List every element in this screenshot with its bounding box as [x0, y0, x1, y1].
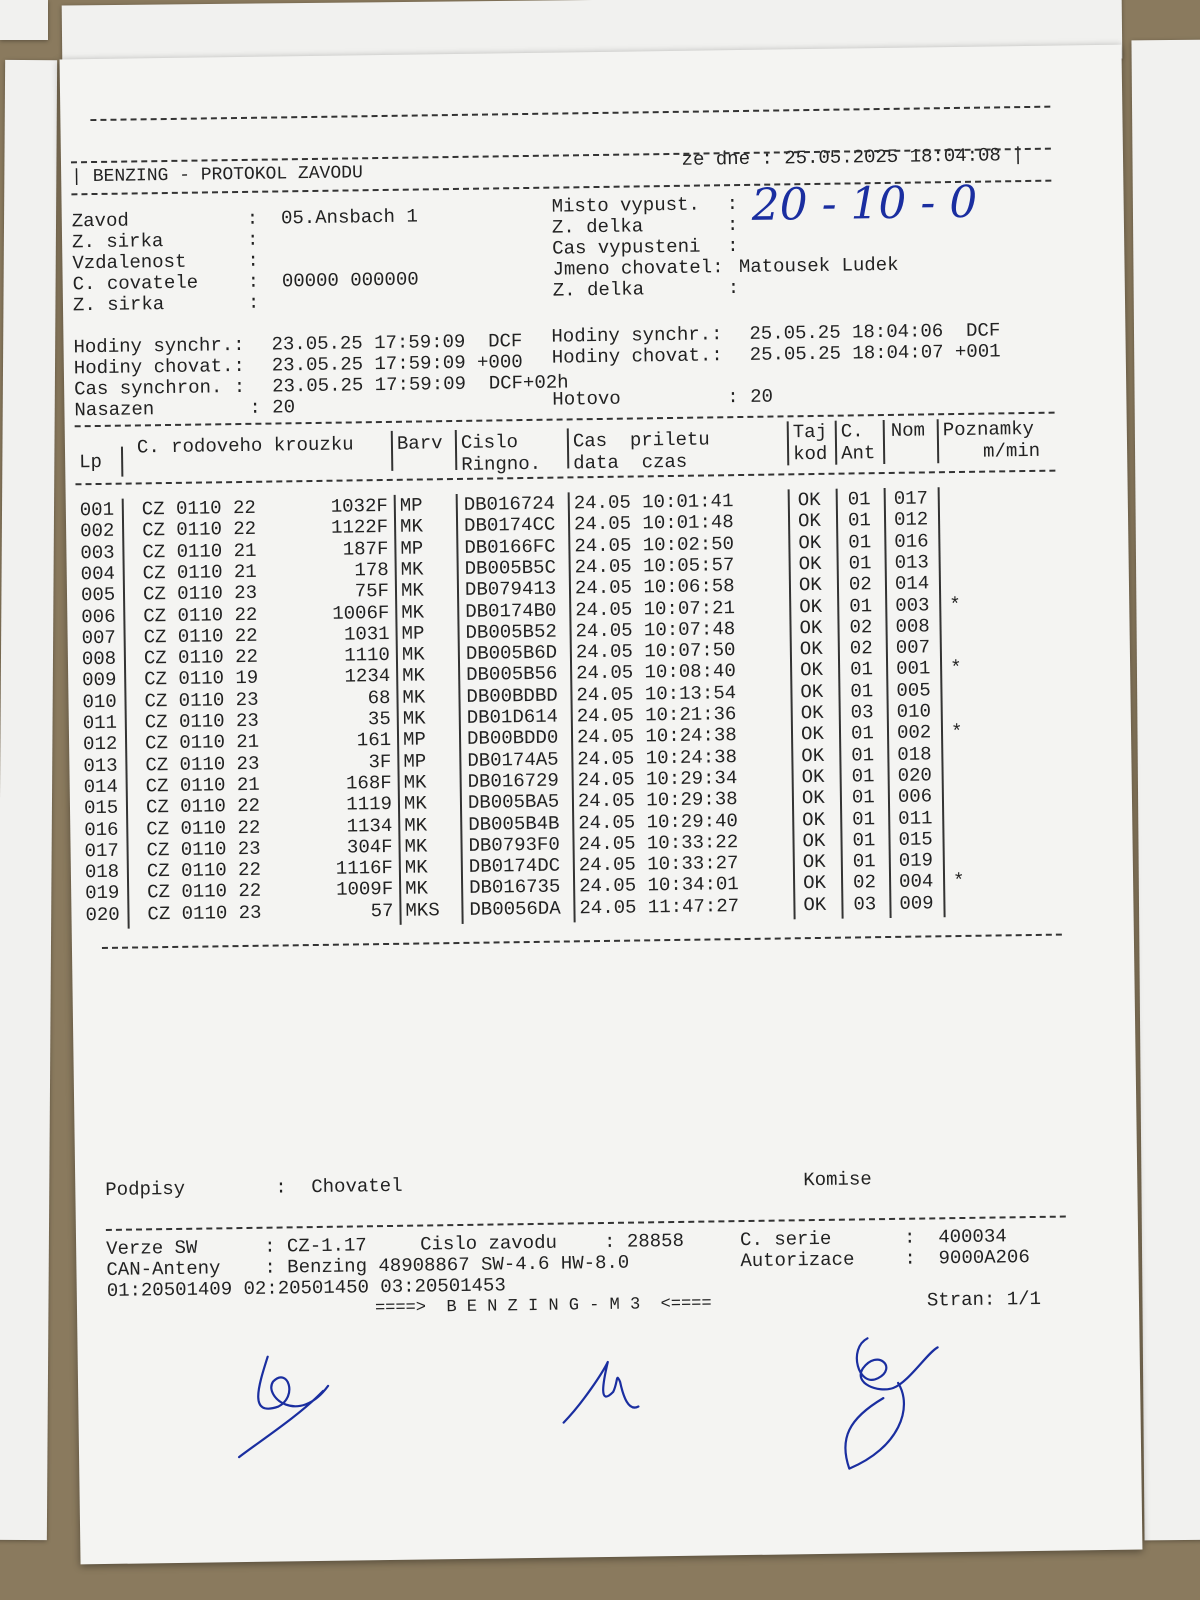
background-paper-left — [0, 60, 57, 1540]
table-cell-cas: 24.05 10:02:50 — [574, 532, 735, 557]
table-cell-ring-number: 75F — [354, 580, 390, 603]
table-cell-ring: CZ 0110 22 — [143, 603, 258, 627]
table-cell-taj: OK — [803, 893, 827, 916]
table-cell-ring: CZ 0110 19 — [144, 667, 259, 691]
col-header-cas-data: data czas — [573, 450, 688, 475]
race-protocol-sheet — [60, 45, 1143, 1565]
signature-chovatel-label: Chovatel — [311, 1174, 403, 1199]
clock-label: Hodiny chovat.: — [551, 344, 723, 369]
table-cell-barv: MK — [400, 558, 424, 581]
table-cell-ant: 01 — [851, 765, 875, 788]
signatures-colon: : — [275, 1176, 287, 1199]
table-cell-cas: 24.05 10:29:38 — [577, 788, 738, 813]
column-divider — [391, 431, 394, 471]
table-cell-lp: 009 — [82, 669, 117, 692]
column-divider — [883, 420, 886, 464]
table-cell-cas: 24.05 10:29:34 — [577, 766, 738, 792]
table-cell-cislo: DB0793F0 — [468, 833, 560, 857]
col-header-taj-kod: kod — [792, 442, 828, 466]
table-cell-ring-number: 68 — [367, 686, 391, 709]
table-cell-ring-number: 168F — [345, 771, 392, 795]
table-cell-lp: 018 — [84, 860, 120, 884]
table-cell-ant: 01 — [848, 552, 872, 575]
table-cell-cislo: DB016735 — [469, 875, 561, 900]
info-label: Zavod — [71, 209, 129, 233]
info-label: Z. delka — [551, 215, 644, 239]
info-left-row: C. covatele : 00000 000000 — [72, 268, 419, 296]
info-label: Cas vypusteni — [552, 235, 701, 260]
table-cell-ring: CZ 0110 21 — [142, 560, 257, 585]
table-cell-lp: 010 — [82, 690, 117, 713]
info-label: Vzdalenost — [72, 250, 187, 275]
table-cell-ring: CZ 0110 23 — [146, 837, 261, 862]
table-cell-nom: 014 — [894, 572, 930, 596]
table-cell-cislo: DB00BDD0 — [466, 726, 559, 751]
table-cell-lp: 013 — [83, 754, 118, 777]
table-cell-cas: 24.05 10:05:57 — [574, 554, 735, 579]
table-cell-poznamky: * — [950, 721, 963, 744]
col-header-taj: Taj — [792, 420, 828, 444]
col-header-cislo: Cislo — [460, 431, 519, 454]
table-cell-nom: 003 — [895, 593, 930, 617]
table-cell-ring: CZ 0110 21 — [142, 539, 257, 563]
table-cell-poznamky: * — [952, 870, 965, 893]
table-cell-nom: 005 — [896, 679, 931, 702]
table-cell-cas: 24.05 10:33:22 — [578, 830, 739, 856]
table-cell-taj: OK — [799, 659, 824, 682]
info-left-row: Z. sirka : — [71, 228, 282, 254]
info-right-row: Z. delka : — [551, 213, 750, 239]
table-cell-ant: 01 — [852, 807, 876, 830]
table-cell-ring-number: 57 — [370, 899, 394, 922]
col-header-cant: C. — [840, 420, 864, 443]
table-cell-ring: CZ 0110 21 — [144, 731, 260, 755]
table-cell-cislo: DB016729 — [467, 769, 560, 793]
footer-cislo-value: : 28858 — [603, 1229, 685, 1253]
table-cell-ant: 01 — [849, 658, 874, 681]
table-cell-barv: MK — [402, 686, 426, 709]
info-label: Jmeno chovatel: — [552, 256, 724, 281]
clock-value: 25.05.25 18:04:06 — [749, 320, 944, 345]
col-header-cant-ant: Ant — [840, 442, 876, 465]
table-cell-ant: 01 — [851, 743, 875, 767]
clock-suffix: +000 — [476, 351, 523, 374]
info-left-row: Zavod : 05.Ansbach 1 — [71, 205, 418, 233]
table-cell-ant: 01 — [850, 722, 875, 745]
table-cell-barv: MK — [402, 707, 426, 730]
table-cell-taj: OK — [799, 616, 823, 640]
col-header-lp: Lp — [79, 450, 103, 474]
col-header-cas: Cas priletu — [572, 428, 710, 453]
table-cell-barv: MK — [400, 579, 424, 602]
table-cell-ring-number: 1134 — [346, 814, 393, 838]
header-date-value: 25.05.2025 18:04:08 — [784, 144, 1002, 170]
table-cell-ring: CZ 0110 23 — [145, 752, 260, 776]
table-cell-barv: MP — [400, 537, 424, 560]
info-label: Misto vypust. — [551, 193, 701, 218]
table-cell-ring: CZ 0110 22 — [143, 645, 259, 670]
table-cell-ring: CZ 0110 21 — [145, 773, 260, 798]
table-cell-cislo: DB016724 — [463, 492, 556, 516]
table-cell-barv: MP — [402, 728, 427, 752]
clock-row: Hotovo : 20 — [552, 385, 774, 411]
table-cell-nom: 013 — [894, 551, 930, 574]
table-cell-nom: 016 — [894, 529, 929, 553]
table-cell-lp: 020 — [85, 903, 120, 926]
table-cell-taj: OK — [800, 680, 824, 703]
table-cell-lp: 008 — [81, 647, 117, 671]
table-cell-ring: CZ 0110 23 — [144, 688, 259, 713]
info-label: Z. sirka — [71, 230, 164, 254]
table-cell-lp: 003 — [80, 541, 115, 564]
table-cell-ant: 02 — [849, 637, 873, 660]
table-cell-barv: MK — [399, 515, 424, 539]
table-cell-ring: CZ 0110 22 — [141, 496, 257, 521]
table-cell-barv: MKS — [405, 898, 440, 922]
table-cell-lp: 015 — [83, 796, 119, 820]
table-cell-ring-number: 178 — [354, 558, 389, 582]
table-cell-cas: 24.05 10:13:54 — [576, 681, 737, 707]
header-date: ze dne : 25.05.2025 18:04:08 | — [636, 144, 1024, 194]
table-cell-cas: 24.05 10:01:41 — [573, 490, 734, 515]
table-cell-taj: OK — [799, 637, 823, 661]
info-right-row: Misto vypust. : — [551, 192, 750, 218]
table-cell-lp: 016 — [84, 818, 119, 841]
table-cell-taj: OK — [801, 765, 825, 789]
table-cell-cas: 24.05 10:07:48 — [575, 617, 736, 643]
table-cell-ring: CZ 0110 22 — [143, 624, 258, 649]
table-cell-cislo: DB0174DC — [468, 854, 561, 878]
info-right-row: Cas vypusteni : — [552, 234, 751, 260]
table-cell-ring-number: 1119 — [346, 793, 393, 816]
table-cell-poznamky: * — [949, 593, 961, 616]
info-value: 00000 000000 — [281, 268, 419, 293]
info-left-block — [72, 205, 543, 317]
table-cell-barv: MK — [401, 600, 425, 624]
clock-value: 23.05.25 17:59:09 — [271, 372, 467, 398]
table-cell-ant: 01 — [849, 594, 873, 618]
signature-chovatel — [228, 1345, 360, 1467]
clock-row: Nasazen : 20 — [74, 396, 296, 422]
table-cell-cislo: DB0174A5 — [467, 748, 559, 772]
footer-verze-label: Verze SW — [106, 1236, 198, 1260]
table-cell-ring-number: 187F — [342, 537, 389, 561]
table-cell-taj: OK — [801, 744, 825, 767]
table-cell-taj: OK — [798, 574, 822, 597]
table-cell-nom: 006 — [897, 785, 933, 809]
table-cell-barv: MK — [401, 643, 425, 666]
clock-suffix: DCF — [965, 319, 1001, 342]
table-cell-cas: 24.05 10:07:21 — [575, 596, 736, 621]
table-cell-taj: OK — [800, 701, 824, 725]
footer — [106, 1225, 1077, 1329]
table-cell-cas: 24.05 10:29:40 — [578, 809, 739, 834]
table-cell-nom: 001 — [895, 657, 931, 681]
table-cell-ant: 02 — [849, 615, 873, 639]
table-cell-ring-number: 161 — [356, 729, 392, 752]
col-header-poznamky: Poznamky — [942, 417, 1035, 442]
table-cell-cislo: DB0166FC — [464, 535, 556, 559]
table-cell-ring-number: 35 — [367, 707, 391, 731]
table-cell-barv: MP — [401, 622, 425, 645]
page-title: | BENZING - PROTOKOL ZAVODU — [71, 163, 363, 188]
col-header-barv: Barv — [396, 432, 443, 455]
signature-komise-1 — [558, 1351, 659, 1432]
info-right-row: Z. delka : — [552, 276, 751, 302]
table-cell-taj: OK — [797, 510, 822, 533]
info-left-row: Vzdalenost : — [72, 249, 282, 275]
table-cell-nom: 009 — [899, 892, 934, 915]
table-cell-ring: CZ 0110 22 — [146, 858, 262, 883]
table-cell-ring: CZ 0110 22 — [146, 816, 261, 840]
clock-suffix: +001 — [954, 340, 1001, 364]
table-cell-ring-number: 304F — [346, 835, 393, 859]
table-cell-taj: OK — [798, 552, 822, 576]
table-cell-lp: 014 — [83, 775, 119, 799]
background-paper-top-left — [0, 0, 48, 40]
table-cell-cas: 24.05 10:33:27 — [578, 852, 739, 877]
table-cell-cas: 24.05 11:47:27 — [579, 894, 740, 919]
table-cell-ant: 01 — [847, 509, 872, 532]
clock-label: Hodiny chovat.: — [73, 354, 246, 380]
table-cell-lp: 019 — [85, 882, 120, 905]
table-cell-cislo: DB00BDBD — [466, 684, 558, 708]
clock-label: Hotovo — [552, 387, 621, 411]
info-value: 05.Ansbach 1 — [280, 205, 418, 230]
table-cell-lp: 011 — [82, 711, 118, 735]
table-cell-ring: CZ 0110 22 — [147, 880, 262, 904]
table-body — [76, 485, 1072, 939]
table-cell-ring: CZ 0110 22 — [145, 794, 261, 819]
table-cell-ring: CZ 0110 23 — [144, 709, 259, 734]
table-cell-barv: MP — [403, 750, 427, 773]
table-cell-ant: 02 — [852, 871, 877, 894]
col-header-ringno: Ringno. — [461, 452, 542, 476]
handwritten-note: 20 - 10 - 0 — [751, 176, 978, 231]
table-cell-cislo: DB01D614 — [466, 705, 559, 729]
table-cell-ring-number: 1122F — [330, 516, 389, 540]
table-cell-nom: 002 — [896, 721, 932, 745]
signature-komise-label: Komise — [803, 1168, 872, 1192]
clock-value: 25.05.25 18:04:07 — [749, 341, 944, 366]
header-date-label: ze dne — [681, 147, 751, 171]
table-cell-cas: 24.05 10:06:58 — [574, 575, 735, 600]
table-cell-taj: OK — [802, 850, 826, 874]
footer-banner: ====> B E N Z I N G - M 3 <==== — [374, 1294, 712, 1319]
table-cell-taj: OK — [798, 531, 822, 554]
background-paper-right — [1131, 40, 1200, 1541]
table-cell-ant: 03 — [850, 701, 874, 724]
clock-row — [552, 341, 1001, 368]
table-cell-cislo: DB005BA5 — [467, 790, 560, 815]
clock-value: 23.05.25 17:59:09 — [271, 330, 466, 356]
table-cell-nom: 010 — [896, 700, 932, 723]
info-value: Matousek Ludek — [738, 253, 899, 279]
table-cell-cislo: DB005B4B — [468, 812, 560, 836]
table-cell-nom: 008 — [895, 615, 930, 638]
table-cell-ring-number: 1009F — [336, 878, 394, 902]
table-cell-ring-number: 1032F — [330, 494, 388, 518]
table-cell-ring: CZ 0110 23 — [147, 901, 262, 926]
table-cell-barv: MK — [404, 813, 428, 837]
footer-verze-value: : CZ-1.17 — [263, 1234, 367, 1258]
table-cell-barv: MK — [402, 664, 426, 688]
table-cell-lp: 006 — [81, 605, 116, 628]
table-cell-ring-number: 1116F — [335, 857, 394, 880]
table-cell-nom: 004 — [898, 870, 934, 894]
clock-label: Cas synchron. : — [73, 375, 246, 401]
signatures-label: Podpisy — [105, 1177, 186, 1201]
table-cell-nom: 015 — [898, 828, 933, 851]
table-cell-ring: CZ 0110 22 — [141, 518, 257, 542]
clock-right-block — [551, 319, 1001, 411]
footer-serie-value: : 400034 — [903, 1225, 1007, 1249]
footer-autor-label: Autorizace — [740, 1248, 855, 1273]
table-cell-cas: 24.05 10:07:50 — [575, 639, 736, 664]
table-cell-nom: 018 — [897, 742, 932, 766]
table-cell-lp: 017 — [84, 839, 119, 863]
table-cell-taj: OK — [800, 723, 825, 746]
table-cell-ant: 01 — [850, 679, 874, 703]
table-cell-cislo: DB0056DA — [469, 897, 561, 921]
column-divider — [835, 421, 838, 465]
table-cell-ring-number: 1110 — [344, 644, 391, 667]
col-header-nom: Nom — [890, 419, 926, 442]
info-left-row: Z. sirka : — [72, 291, 283, 317]
table-cell-cislo: DB0174CC — [463, 513, 556, 538]
column-divider — [567, 428, 570, 468]
table-cell-nom: 007 — [895, 636, 931, 659]
table-cell-ant: 01 — [852, 828, 876, 852]
info-label: Z. sirka — [72, 293, 165, 317]
table-cell-barv: MK — [403, 771, 427, 794]
clock-value: 20 — [272, 396, 296, 419]
table-cell-ant: 03 — [853, 892, 877, 916]
table-cell-nom: 011 — [898, 806, 933, 830]
footer-antenna-ids: 01:20501409 02:20501450 03:20501453 — [106, 1274, 506, 1302]
table-cell-barv: MK — [404, 835, 428, 858]
col-header-ring: C. rodoveho krouzku — [136, 433, 354, 459]
table-cell-cislo: DB005B6D — [465, 641, 558, 665]
footer-serie-label: C. serie — [739, 1227, 832, 1252]
table-cell-nom: 012 — [893, 508, 929, 532]
table-cell-cas: 24.05 10:08:40 — [576, 660, 736, 685]
footer-autor-value: : 9000A206 — [904, 1246, 1030, 1270]
clock-left-block — [73, 330, 569, 421]
clock-label: Nasazen — [74, 398, 155, 422]
table-cell-ant: 01 — [847, 488, 871, 511]
table-cell-ring-number: 1234 — [344, 665, 391, 688]
table-cell-ring: CZ 0110 23 — [142, 581, 258, 606]
table-cell-taj: OK — [801, 787, 825, 810]
divider — [90, 106, 1050, 121]
column-divider — [455, 430, 458, 470]
table-cell-ring-number: 3F — [368, 750, 392, 773]
table-cell-lp: 007 — [81, 626, 116, 650]
table-cell-lp: 001 — [79, 498, 115, 522]
table-cell-cas: 24.05 10:21:36 — [576, 703, 737, 728]
table-cell-nom: 020 — [897, 764, 932, 787]
table-cell-taj: OK — [802, 872, 827, 895]
table-cell-lp: 004 — [80, 562, 116, 586]
info-label: C. covatele — [72, 271, 199, 296]
table-cell-cislo: DB005B5C — [464, 556, 557, 580]
table-cell-lp: 002 — [79, 520, 115, 543]
table-cell-poznamky: * — [949, 657, 962, 680]
table-cell-cas: 24.05 10:34:01 — [578, 873, 739, 898]
table-cell-cas: 24.05 10:01:48 — [573, 511, 734, 536]
table-cell-cas: 24.05 10:24:38 — [577, 745, 738, 770]
footer-can-label: CAN-Anteny — [106, 1257, 221, 1281]
column-divider — [121, 447, 123, 477]
signature-komise-2 — [837, 1327, 959, 1479]
table-cell-ant: 01 — [848, 530, 872, 554]
table-cell-lp: 012 — [82, 733, 118, 756]
info-label: Z. delka — [552, 278, 645, 302]
col-header-mmin: m/min — [982, 439, 1041, 463]
table-cell-ant: 01 — [851, 786, 875, 809]
column-divider — [937, 419, 940, 463]
table-cell-cislo: DB005B52 — [465, 620, 557, 644]
clock-value: 20 — [749, 385, 774, 408]
table-cell-cas: 24.05 10:24:38 — [576, 724, 737, 749]
table-cell-taj: OK — [799, 595, 823, 618]
table-cell-ring-number: 1006F — [332, 601, 390, 625]
table-cell-cislo: DB079413 — [464, 577, 557, 602]
table-cell-lp: 005 — [80, 583, 116, 607]
table-cell-barv: MP — [399, 494, 423, 517]
clock-value: 23.05.25 17:59:09 — [271, 351, 466, 377]
table-cell-barv: MK — [403, 792, 427, 815]
footer-cislo-label: Cislo zavodu — [419, 1231, 558, 1256]
table-cell-cislo: DB005B56 — [466, 662, 558, 687]
table-cell-taj: OK — [797, 488, 821, 512]
clock-label: Hodiny synchr.: — [551, 323, 723, 348]
table-cell-cislo: DB0174B0 — [465, 599, 557, 623]
table-cell-ring-number: 1031 — [343, 622, 390, 646]
table-cell-nom: 019 — [898, 849, 934, 872]
table-cell-taj: OK — [802, 829, 826, 852]
table-cell-barv: MK — [405, 877, 429, 901]
column-divider — [787, 421, 790, 465]
footer-page-count: Stran: 1/1 — [926, 1287, 1042, 1312]
clock-suffix: DCF+02h — [488, 371, 569, 395]
table-cell-nom: 017 — [893, 487, 929, 510]
footer-can-value: : Benzing 48908867 SW-4.6 HW-8.0 — [264, 1251, 630, 1279]
table-cell-taj: OK — [802, 808, 826, 831]
clock-suffix: DCF — [488, 330, 523, 353]
table-cell-barv: MK — [404, 856, 428, 879]
table-cell-ant: 01 — [852, 850, 876, 873]
clock-label: Hodiny synchr.: — [73, 333, 245, 359]
table-cell-ant: 02 — [848, 573, 872, 596]
